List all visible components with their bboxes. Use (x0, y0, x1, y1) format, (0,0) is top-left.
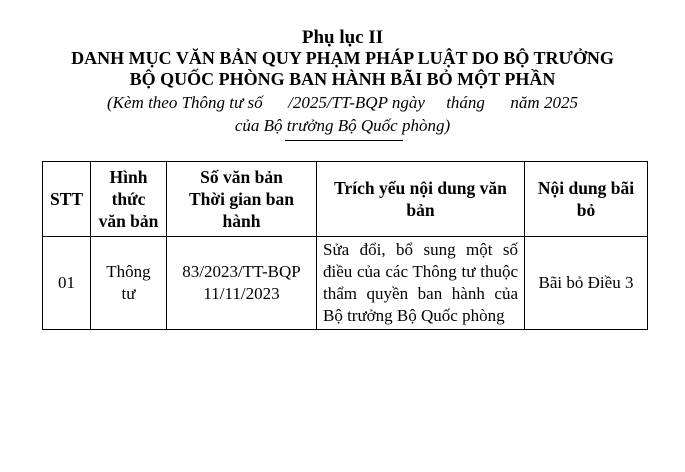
column-header-stt: STT (43, 162, 91, 237)
doc-date: 11/11/2023 (203, 284, 280, 303)
underline-rule (285, 140, 403, 141)
doc-number: 83/2023/TT-BQP (182, 262, 301, 281)
list-title-line-1: DANH MỤC VĂN BẢN QUY PHẠM PHÁP LUẬT DO BỘ TRƯỞNG (71, 48, 614, 68)
document-list-table (42, 161, 648, 330)
cell-doc-number-date (167, 237, 317, 330)
table-header-row (43, 162, 648, 237)
cell-stt: 01 (43, 237, 91, 330)
list-title (0, 48, 685, 90)
cell-doc-type: Thông tư (91, 237, 167, 330)
issued-with-line-1: (Kèm theo Thông tư số /2025/TT-BQP ngày tháng năm 2025 (107, 93, 578, 112)
column-header-summary: Trích yếu nội dung văn bản (317, 162, 525, 237)
cell-repealed-content: Bãi bỏ Điều 3 (525, 237, 648, 330)
column-header-repealed-content: Nội dung bãi bỏ (525, 162, 648, 237)
table-row (43, 237, 648, 330)
column-header-doc-number-date: Số văn bản Thời gian ban hành (167, 162, 317, 237)
list-title-line-2: BỘ QUỐC PHÒNG BAN HÀNH BÃI BỎ MỘT PHẦN (129, 69, 556, 89)
column-header-doc-type: Hình thức văn bản (91, 162, 167, 237)
issued-with-line-2: của Bộ trưởng Bộ Quốc phòng) (234, 116, 451, 135)
appendix-title: Phụ lục II (301, 27, 384, 48)
cell-summary: Sửa đổi, bổ sung một số điều của các Thông tư thuộc thẩm quyền ban hành của Bộ trưởng Bộ Quốc phòng (317, 237, 525, 330)
